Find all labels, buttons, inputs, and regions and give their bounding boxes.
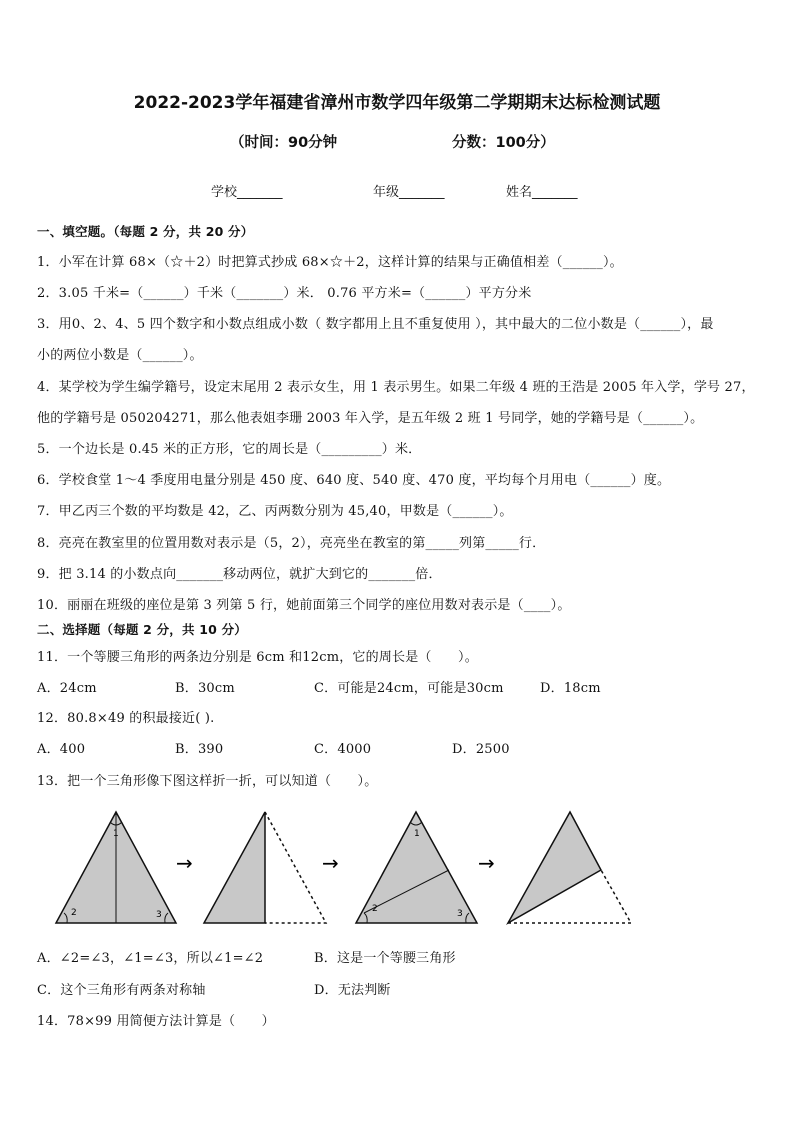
option-d: D．18cm [540, 681, 601, 696]
name-field: 姓名_______ [506, 185, 578, 200]
arrow-icon: → [322, 851, 339, 875]
question-13-options-row1 [37, 947, 757, 965]
option-b: B．390 [175, 742, 224, 757]
question-1: 1．小军在计算 68×（☆＋2）时把算式抄成 68×☆＋2，这样计算的结果与正确值相差（______）。 [37, 255, 623, 270]
option-a: A．400 [37, 742, 86, 757]
option-c: C．可能是24cm，可能是30cm [314, 681, 504, 696]
option-a: A．24cm [37, 681, 97, 696]
question-10: 10．丽丽在班级的座位是第 3 列第 5 行，她前面第三个同学的座位用数对表示是（____）。 [37, 598, 571, 613]
question-9: 9．把 3.14 的小数点向_______移动两位，就扩大到它的_______倍． [37, 567, 442, 582]
question-2: 2．3.05 千米=（______）千米（_______）米． 0.76 平方米=（______）平方分米 [37, 286, 532, 301]
angle-label-1: 1 [414, 829, 420, 839]
triangle-folded-diagonal [508, 812, 601, 923]
arrow-icon: → [176, 851, 193, 875]
grade-field: 年级_______ [373, 185, 445, 200]
option-d: D．无法判断 [314, 983, 391, 998]
question-13-options-row2 [37, 979, 757, 997]
angle-label-2: 2 [71, 908, 77, 918]
question-3-line2: 小的两位小数是（______）。 [37, 348, 203, 363]
option-b: B．30cm [175, 681, 235, 696]
folding-triangle-figure [50, 808, 650, 928]
question-11-options [37, 677, 757, 695]
question-8: 8．亮亮在教室里的位置用数对表示是（5，2），亮亮坐在教室的第_____列第_____行． [37, 536, 546, 551]
school-field: 学校_______ [211, 185, 283, 200]
question-4-line1: 4．某学校为学生编学籍号，设定末尾用 2 表示女生，用 1 表示男生。如果二年级 4 班的王浩是 2005 年入学，学号 27， [37, 380, 755, 395]
question-13: 13．把一个三角形像下图这样折一折，可以知道（ ）。 [37, 774, 378, 789]
question-11: 11．一个等腰三角形的两条边分别是 6cm 和12cm，它的周长是（ ）。 [37, 650, 478, 665]
question-6: 6．学校食堂 1～4 季度用电量分别是 450 度、640 度、540 度、470 度，平均每个月用电（______）度。 [37, 473, 671, 488]
angle-label-1: 1 [113, 829, 119, 839]
option-d: D．2500 [452, 742, 510, 757]
section-heading-fill: 一、填空题。（每题 2 分，共 20 分） [37, 224, 254, 239]
question-4-line2: 他的学籍号是 050204271，那么他表姐李珊 2003 年入学，是五年级 2 班 1 号同学，她的学籍号是（______）。 [37, 411, 704, 426]
triangle-folded-half [204, 812, 265, 923]
arrow-icon: → [478, 851, 495, 875]
question-7: 7．甲乙丙三个数的平均数是 42，乙、丙两数分别为 45,40，甲数是（______）。 [37, 504, 513, 519]
angle-label-2: 2 [372, 904, 378, 914]
question-12-options [37, 738, 757, 756]
folded-outline-dashed [265, 812, 326, 923]
option-c: C．4000 [314, 742, 372, 757]
angle-label-3: 3 [156, 910, 162, 920]
option-b: B．这是一个等腰三角形 [314, 951, 456, 966]
option-a: A．∠2=∠3，∠1=∠3，所以∠1=∠2 [37, 951, 264, 966]
question-5: 5．一个边长是 0.45 米的正方形，它的周长是（_________）米． [37, 442, 422, 457]
question-3-line1: 3．用0、2、4、5 四个数字和小数点组成小数（ 数字都用上且不重复使用 ），其中最大的二位小数是（______），最 [37, 317, 714, 332]
time-limit: （时间：90分钟 [230, 135, 338, 151]
total-score: 分数：100分） [452, 135, 555, 151]
question-14: 14．78×99 用简便方法计算是（ ） [37, 1014, 275, 1029]
angle-label-3: 3 [457, 909, 463, 919]
section-heading-choice: 二、选择题（每题 2 分，共 10 分） [37, 622, 248, 637]
page-title: 2022-2023学年福建省漳州市数学四年级第二学期期末达标检测试题 [133, 93, 661, 113]
option-c: C．这个三角形有两条对称轴 [37, 983, 206, 998]
question-12: 12．80.8×49 的积最接近( ). [37, 711, 215, 726]
